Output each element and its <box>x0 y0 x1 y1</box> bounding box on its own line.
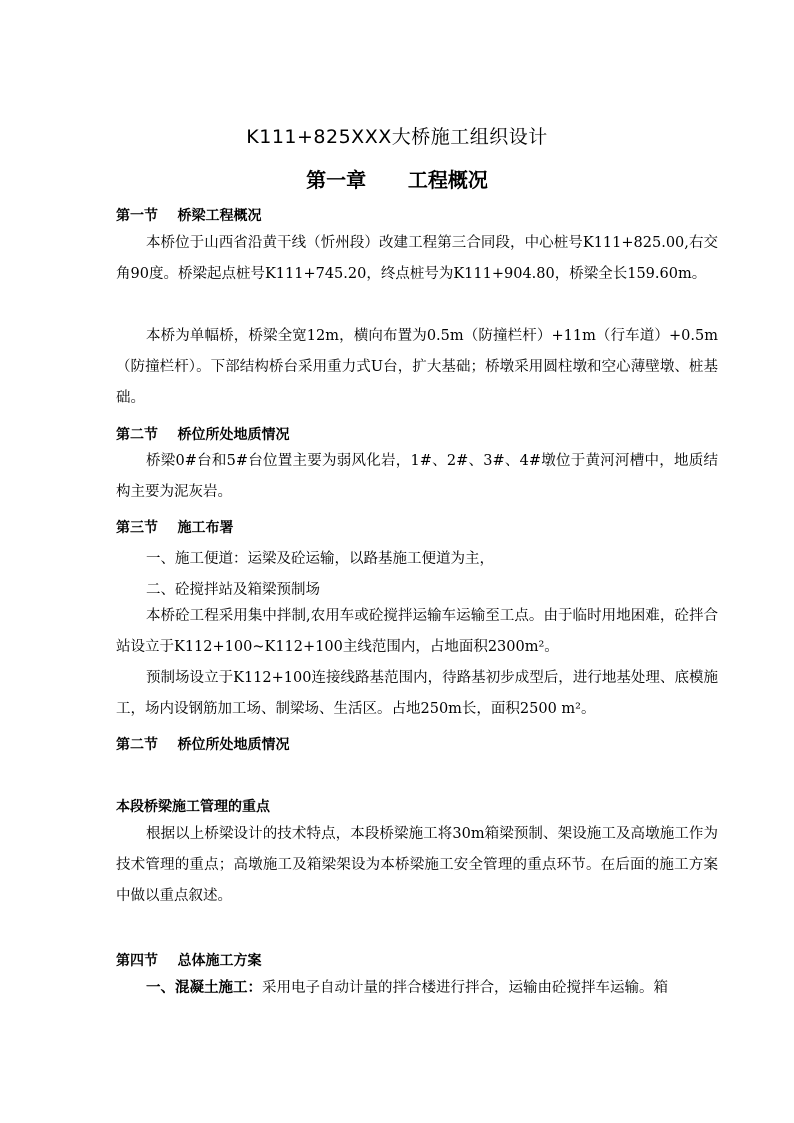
paragraph: 桥梁0#台和5#台位置主要为弱风化岩，1#、2#、3#、4#墩位于黄河河槽中，地质结构主要为泥灰岩。 <box>116 453 718 500</box>
paragraph <box>116 973 718 1004</box>
paragraph: 本桥砼工程采用集中拌制,农用车或砼搅拌运输车运输至工点。由于临时用地困难，砼拌合站设立于K112+100~K112+100主线范围内，占地面积2300m²。 <box>116 608 718 655</box>
paragraph-text: 采用电子自动计量的拌合楼进行拌合，运输由砼搅拌车运输。箱 <box>262 980 668 996</box>
list-item: 一、施工便道：运梁及砼运输，以路基施工便道为主， <box>146 551 494 567</box>
paragraph: 本桥位于山西省沿黄干线（忻州段）改建工程第三合同段，中心桩号K111+825.00,右交角90度。桥梁起点桩号K111+745.20，终点桩号为K111+904.80，桥梁全长159.60m。 <box>116 235 718 282</box>
section-heading: 第四节 总体施工方案 <box>116 953 262 969</box>
paragraph-lead: 一、混凝土施工： <box>146 980 262 996</box>
section-heading: 第一节 桥梁工程概况 <box>116 208 262 224</box>
section-heading: 第二节 桥位所处地质情况 <box>116 427 290 443</box>
section-heading: 第三节 施工布署 <box>116 520 234 536</box>
chapter-heading: 第一章 工程概况 <box>306 168 488 192</box>
section-heading: 第二节 桥位所处地质情况 <box>116 737 290 753</box>
list-item: 二、砼搅拌站及箱梁预制场 <box>146 582 320 598</box>
document-title: K111+825XXX大桥施工组织设计 <box>246 126 548 148</box>
paragraph: 根据以上桥梁设计的技术特点，本段桥梁施工将30m箱梁预制、架设施工及高墩施工作为技术管理的重点；高墩施工及箱梁架设为本桥梁施工安全管理的重点环节。在后面的施工方案中做以重点叙述。 <box>116 826 718 904</box>
section-heading: 本段桥梁施工管理的重点 <box>116 799 270 815</box>
paragraph: 本桥为单幅桥，桥梁全宽12m，横向布置为0.5m（防撞栏杆）+11m（行车道）+0.5m（防撞栏杆）。下部结构桥台采用重力式U台，扩大基础；桥墩采用圆柱墩和空心薄壁墩、桩基础。 <box>116 328 718 406</box>
paragraph: 预制场设立于K112+100连接线路基范围内，待路基初步成型后，进行地基处理、底模施工，场内设钢筋加工场、制梁场、生活区。占地250m长，面积2500 m²。 <box>116 670 718 717</box>
